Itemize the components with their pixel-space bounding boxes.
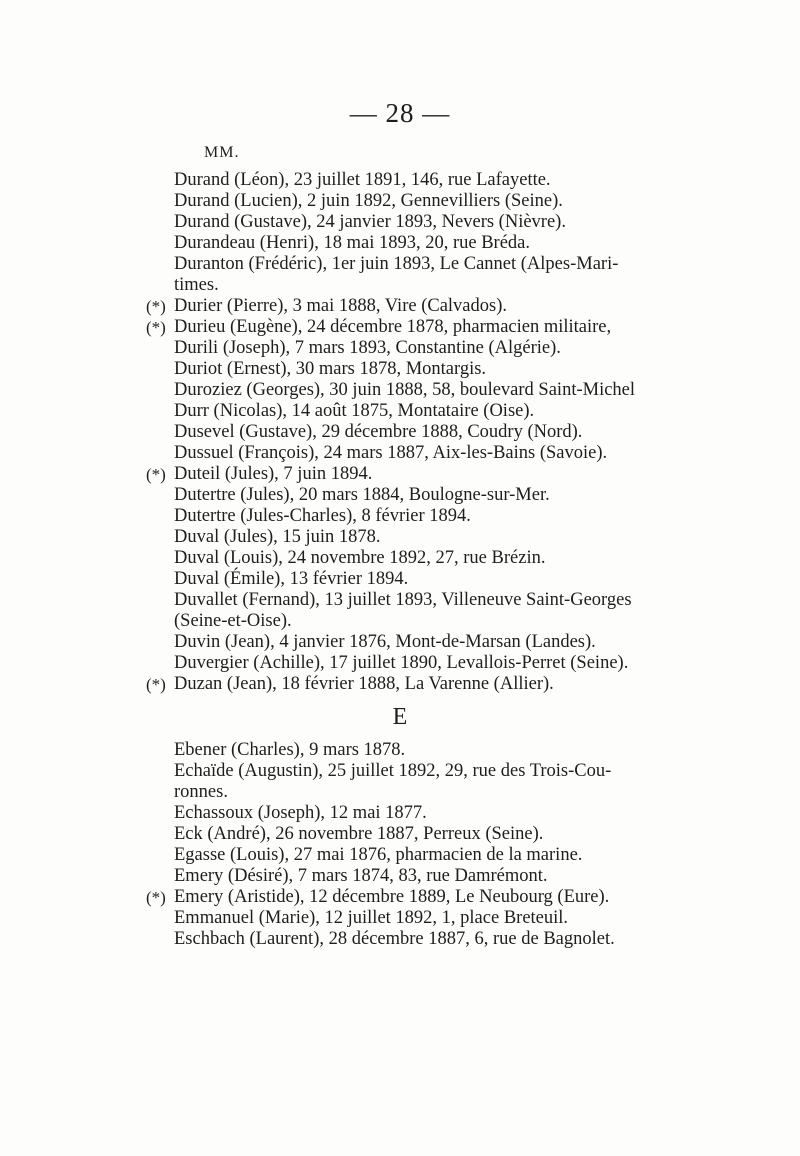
list-item	[174, 485, 674, 506]
asterisk-mark: (*)	[146, 675, 166, 694]
list-item	[146, 464, 674, 485]
list-item	[174, 803, 674, 824]
entry-text: Duvin (Jean), 4 janvier 1876, Mont-de-Marsan (Landes).	[174, 632, 596, 652]
asterisk-mark: (*)	[146, 465, 166, 484]
entry-text: Duriot (Ernest), 30 mars 1878, Montargis.	[174, 359, 487, 379]
entry-continuation: ronnes.	[174, 782, 228, 802]
entry-text: Dusevel (Gustave), 29 décembre 1888, Coudry (Nord).	[174, 422, 583, 442]
list-item	[174, 569, 674, 590]
section-letter-e: E	[392, 704, 408, 730]
list-item	[174, 929, 674, 950]
list-item	[174, 740, 674, 761]
list-item	[174, 401, 674, 422]
list-item	[174, 254, 674, 296]
entry-text: Duval (Jules), 15 juin 1878.	[174, 527, 381, 547]
entry-text: Duvergier (Achille), 17 juillet 1890, Levallois-Perret (Seine).	[174, 653, 629, 673]
salutation: MM.	[204, 144, 240, 161]
entry-text: Eschbach (Laurent), 28 décembre 1887, 6, rue de Bagnolet.	[174, 929, 615, 949]
list-item	[174, 443, 674, 464]
list-item	[174, 845, 674, 866]
entry-text: Durandeau (Henri), 18 mai 1893, 20, rue Bréda.	[174, 233, 531, 253]
list-item	[174, 527, 674, 548]
entry-text: Duteil (Jules), 7 juin 1894.	[174, 464, 373, 484]
entry-text: Duval (Émile), 13 février 1894.	[174, 569, 409, 589]
list-item	[174, 422, 674, 443]
list-item	[174, 908, 674, 929]
asterisk-mark: (*)	[146, 318, 166, 337]
entry-text: Durand (Léon), 23 juillet 1891, 146, rue Lafayette.	[174, 170, 551, 190]
asterisk-mark: (*)	[146, 888, 166, 907]
list-item	[174, 191, 674, 212]
list-item	[174, 506, 674, 527]
page-number: — 28 —	[349, 98, 451, 128]
entry-text: Duvallet (Fernand), 13 juillet 1893, Villeneuve Saint-Georges	[174, 590, 632, 610]
entry-text: Emery (Aristide), 12 décembre 1889, Le Neubourg (Eure).	[174, 887, 610, 907]
entry-text: Emmanuel (Marie), 12 juillet 1892, 1, place Breteuil.	[174, 908, 569, 928]
list-item	[174, 632, 674, 653]
entry-continuation: (Seine-et-Oise).	[174, 611, 292, 631]
entry-text: Durieu (Eugène), 24 décembre 1878, pharmacien militaire,	[174, 317, 612, 337]
list-item	[174, 761, 674, 803]
list-item	[174, 824, 674, 845]
list-item	[174, 212, 674, 233]
entry-text: Duroziez (Georges), 30 juin 1888, 58, boulevard Saint-Michel	[174, 380, 636, 400]
list-item	[174, 653, 674, 674]
list-item	[146, 674, 674, 695]
entry-text: Eck (André), 26 novembre 1887, Perreux (Seine).	[174, 824, 544, 844]
asterisk-mark: (*)	[146, 297, 166, 316]
entry-text: Dussuel (François), 24 mars 1887, Aix-les-Bains (Savoie).	[174, 443, 608, 463]
list-item	[146, 317, 674, 338]
list-item	[174, 866, 674, 887]
entry-text: Durand (Lucien), 2 juin 1892, Gennevilliers (Seine).	[174, 191, 563, 211]
list-item	[174, 590, 674, 632]
list-item	[146, 296, 674, 317]
list-item	[146, 887, 674, 908]
entry-continuation: times.	[174, 275, 219, 295]
entry-text: Egasse (Louis), 27 mai 1876, pharmacien de la marine.	[174, 845, 583, 865]
entry-text: Echassoux (Joseph), 12 mai 1877.	[174, 803, 427, 823]
list-item	[174, 359, 674, 380]
list-item	[174, 233, 674, 254]
list-item	[174, 380, 674, 401]
list-item	[174, 338, 674, 359]
entry-text: Durier (Pierre), 3 mai 1888, Vire (Calvados).	[174, 296, 507, 316]
entry-text: Echaïde (Augustin), 25 juillet 1892, 29, rue des Trois-Cou-	[174, 761, 612, 781]
entry-text: Duzan (Jean), 18 février 1888, La Varenne (Allier).	[174, 674, 554, 694]
entry-text: Dutertre (Jules), 20 mars 1884, Boulogne-sur-Mer.	[174, 485, 550, 505]
list-item	[174, 170, 674, 191]
entry-text: Dutertre (Jules-Charles), 8 février 1894.	[174, 506, 471, 526]
entry-text: Durili (Joseph), 7 mars 1893, Constantine (Algérie).	[174, 338, 561, 358]
entry-text: Duval (Louis), 24 novembre 1892, 27, rue Brézin.	[174, 548, 546, 568]
entry-text: Durand (Gustave), 24 janvier 1893, Nevers (Nièvre).	[174, 212, 566, 232]
list-item	[174, 548, 674, 569]
entry-text: Duranton (Frédéric), 1er juin 1893, Le Cannet (Alpes-Mari-	[174, 254, 619, 274]
entry-text: Ebener (Charles), 9 mars 1878.	[174, 740, 406, 760]
entry-text: Durr (Nicolas), 14 août 1875, Montataire (Oise).	[174, 401, 535, 421]
entry-text: Emery (Désiré), 7 mars 1874, 83, rue Damrémont.	[174, 866, 548, 886]
